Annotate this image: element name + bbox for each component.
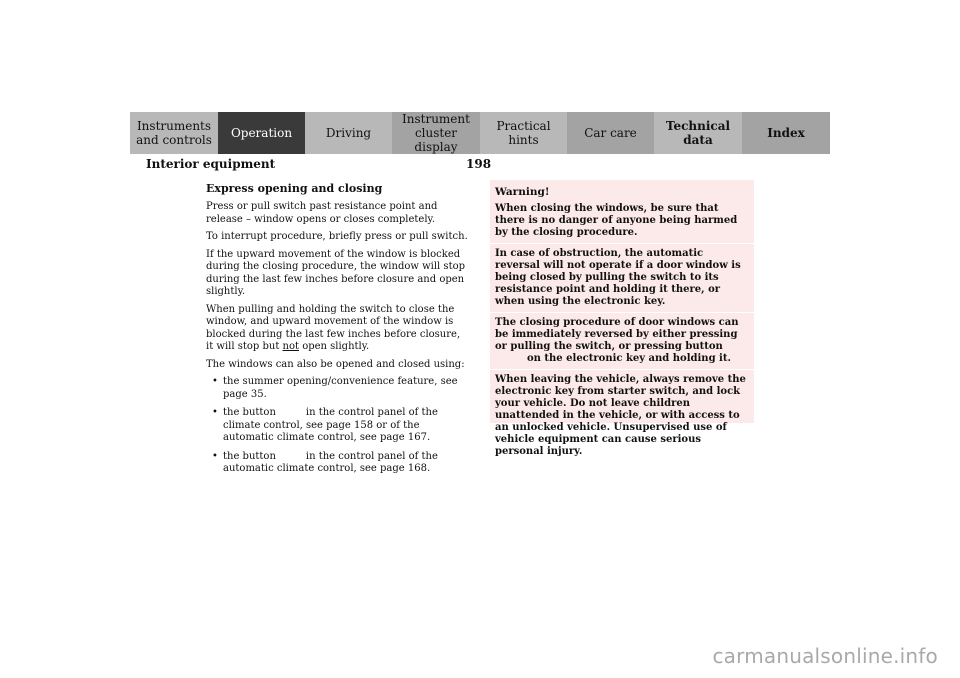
divider (490, 312, 754, 313)
warning-paragraph: In case of obstruction, the automatic reversal will not operate if a door window is being closed by pulling the switch to its resistance point and holding it there, or when using the electronic key. (495, 248, 741, 307)
section-title: Interior equipment (146, 157, 276, 171)
paragraph: If the upward movement of the window is blocked during the closing procedure, the window will stop during the last few inches before closure and open slightly. (206, 248, 466, 297)
page-number: 198 (466, 157, 492, 171)
warning-title: Warning! (495, 186, 550, 198)
divider (490, 369, 754, 370)
tab-instruments-and-controls[interactable]: Instruments and controls (130, 112, 218, 154)
warning-paragraph: When closing the windows, be sure that there is no danger of anyone being harmed by the closing procedure. (495, 203, 738, 238)
bullet-icon: • (212, 376, 218, 387)
tab-technical-data[interactable]: Technical data (654, 112, 742, 154)
chapter-tab-bar (130, 112, 830, 154)
tab-practical-hints[interactable]: Practical hints (480, 112, 567, 154)
divider (490, 243, 754, 244)
tab-index[interactable]: Index (742, 112, 830, 154)
tab-driving[interactable]: Driving (305, 112, 392, 154)
bullet-icon: • (212, 407, 218, 418)
tab-instrument-cluster-display[interactable]: Instrument cluster display (392, 112, 480, 154)
tab-operation[interactable]: Operation (218, 112, 305, 154)
warning-box (490, 180, 754, 457)
paragraph: The windows can also be opened and closed using: (206, 358, 465, 370)
list-item: • the button in the control panel of the automatic climate control, see page 168. (212, 450, 438, 474)
paragraph: Press or pull switch past resistance point and release – window opens or closes completely. (206, 201, 438, 225)
warning-paragraph: When leaving the vehicle, always remove the electronic key from starter switch, and lock your vehicle. Do not leave children unattended in the vehicle, or with access to an unlocked vehicle. Unsupervised use of vehicle equipment can cause serious personal injury. (495, 374, 746, 457)
emphasis-not: not (282, 341, 300, 352)
heading-express-opening: Express opening and closing (206, 182, 383, 195)
tab-car-care[interactable]: Car care (567, 112, 654, 154)
bullet-icon: • (212, 450, 218, 462)
list-item: • the button in the control panel of the climate control, see page 158 or of the automatic climate control, see page 167. (212, 407, 438, 443)
list-item: • the summer opening/convenience feature, see page 35. (212, 376, 458, 400)
main-text-column (206, 182, 470, 482)
paragraph: To interrupt procedure, briefly press or pull switch. (206, 231, 468, 242)
warning-paragraph: The closing procedure of door windows can be immediately reversed by either pressing or pulling the switch, or pressing buttonon the electronic key and holding it. (495, 317, 739, 364)
watermark: carmanualsonline.info (712, 644, 938, 668)
paragraph: When pulling and holding the switch to close the window, and upward movement of the window is blocked during the last few inches before closure, it will stop but not open slightly. (206, 303, 461, 352)
options-list (206, 376, 470, 476)
